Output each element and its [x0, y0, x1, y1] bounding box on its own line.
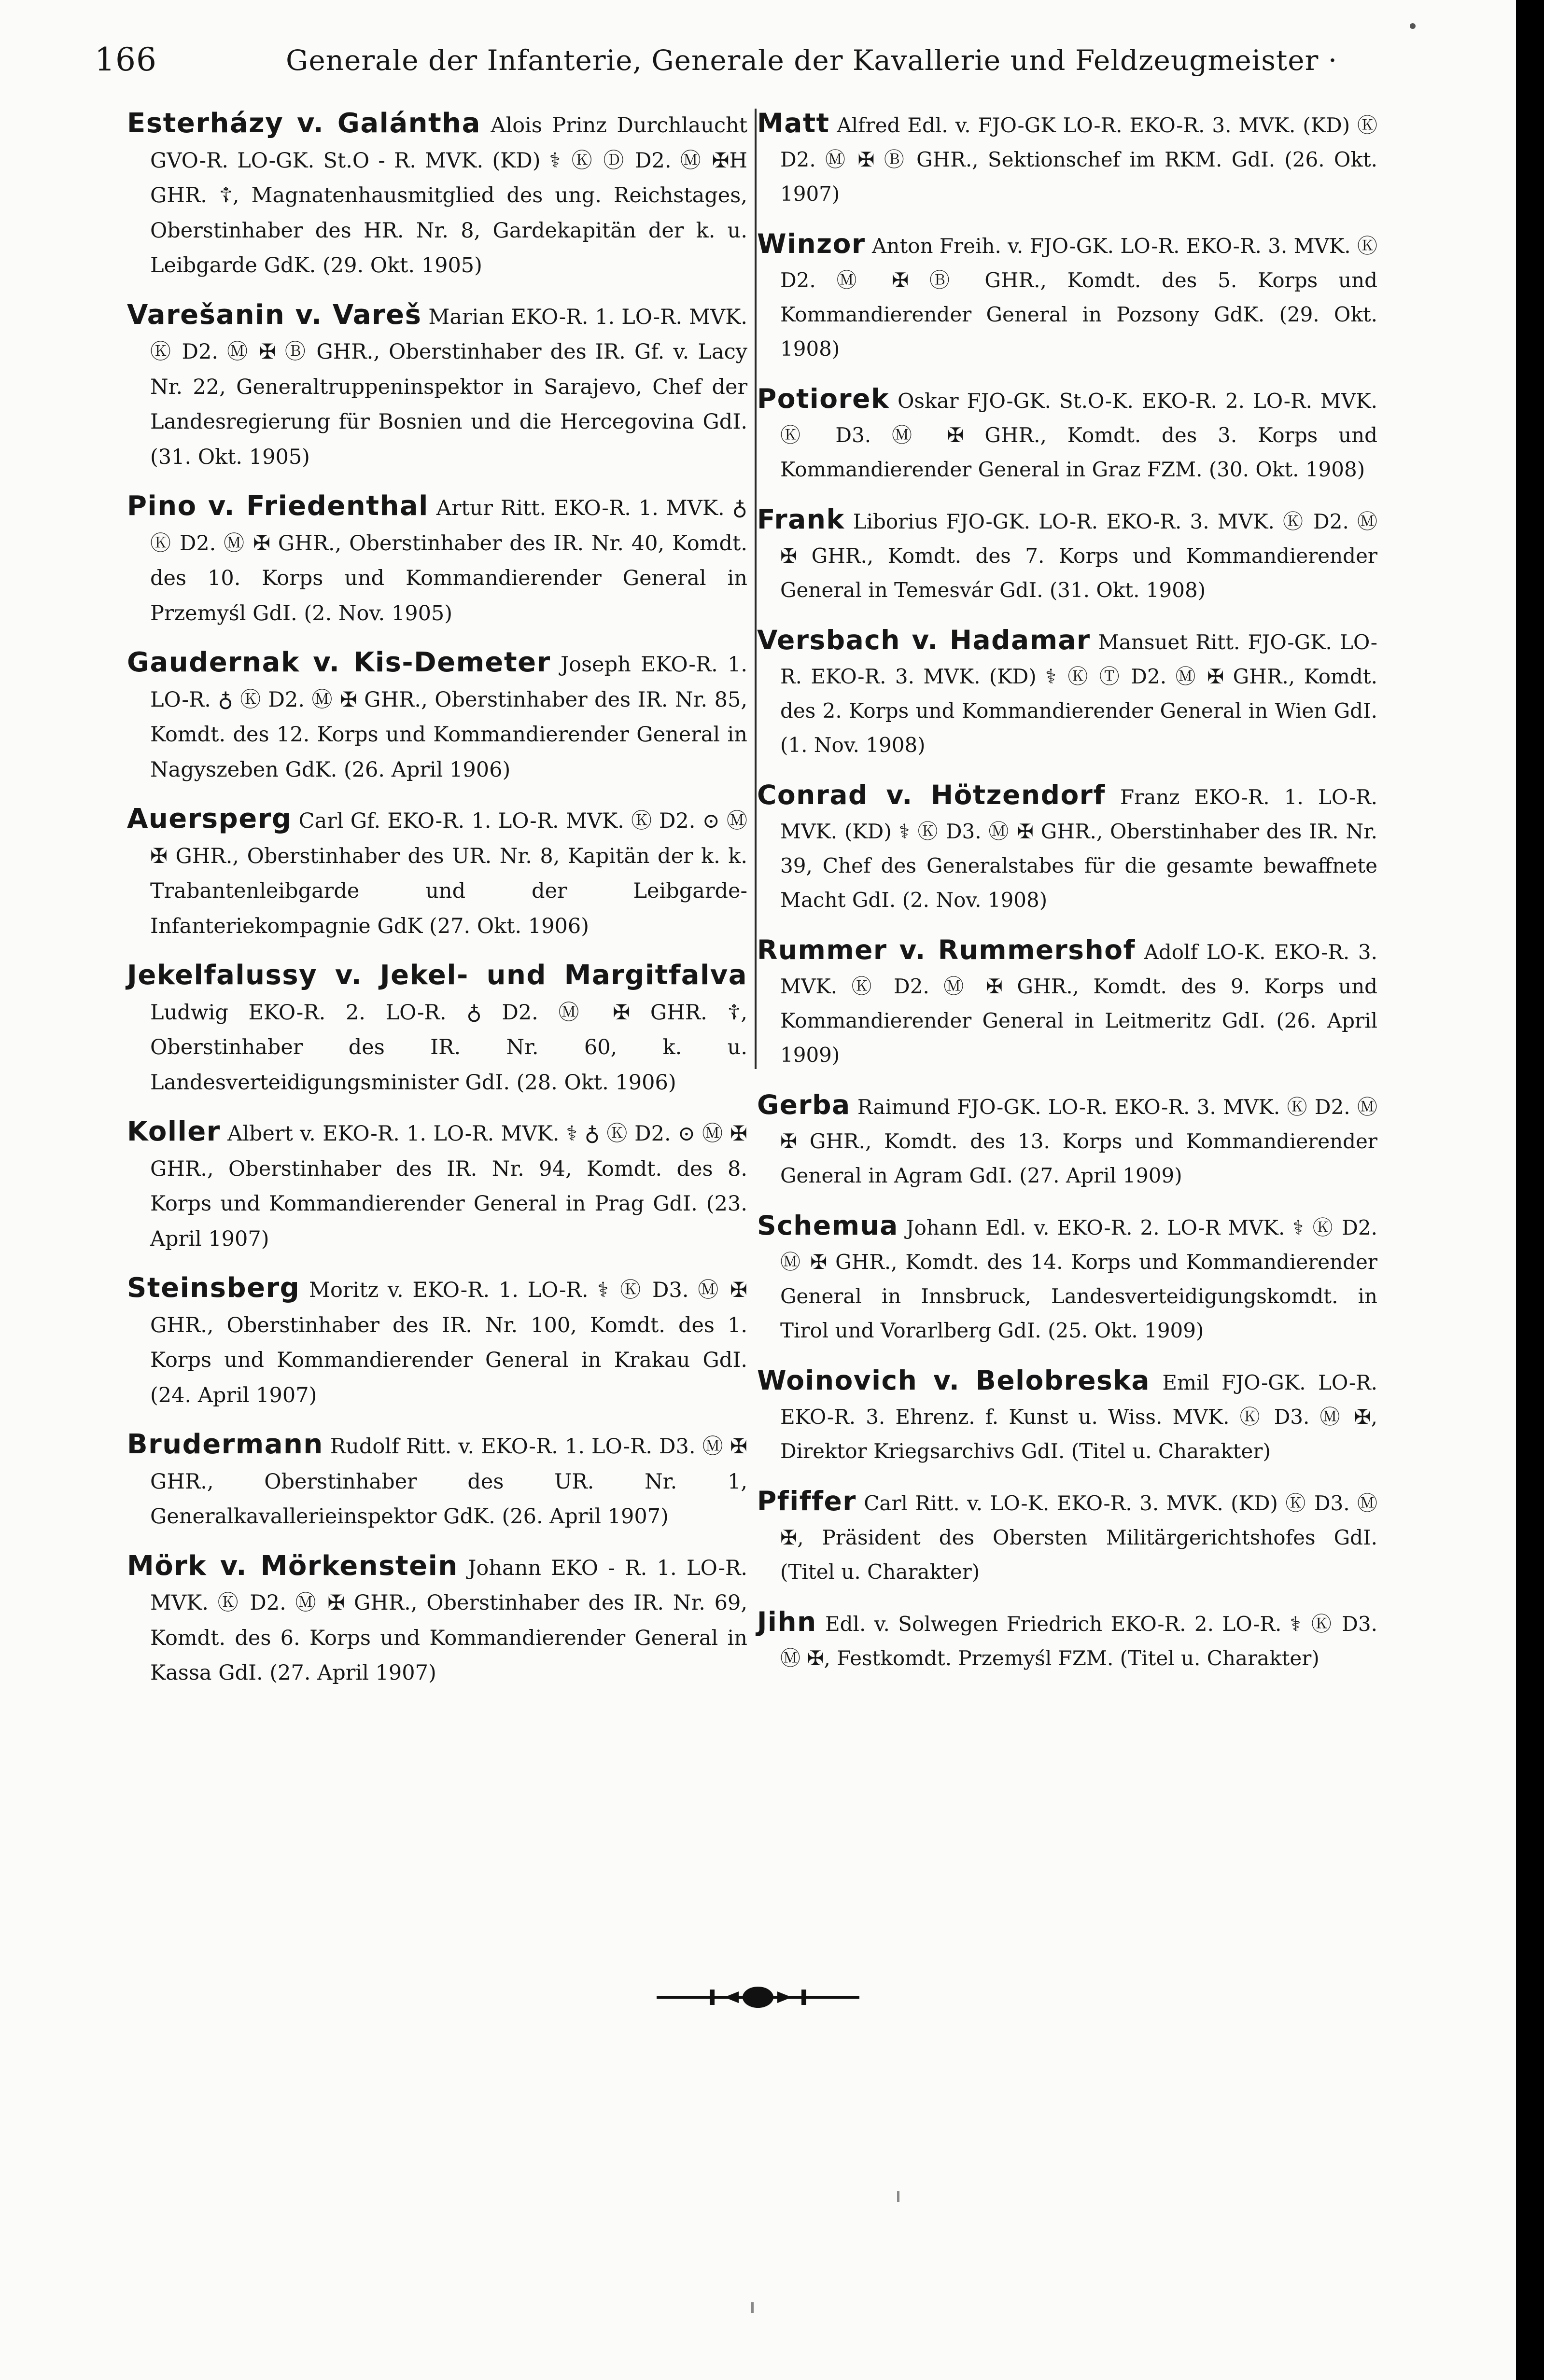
- list-entry: [757, 933, 1377, 1072]
- running-title: Generale der Infanterie, Generale der Kavallerie und Feldzeugmeister ·: [286, 44, 1338, 77]
- entry-name: Jekelfalussy v. Jekel- und Margitfalva: [127, 960, 747, 991]
- entry-name: Frank: [757, 504, 845, 535]
- entry-text: Anton Freih. v. FJO-GK. LO-R. EKO-R. 3. MVK. Ⓚ D2. Ⓜ ✠ Ⓑ GHR., Komdt. des 5. Korps und Kommandierender General in Pozsony GdK. (29. Okt. 1908): [780, 234, 1377, 361]
- list-entry: [127, 802, 747, 944]
- entry-text: Carl Gf. EKO-R. 1. LO-R. MVK. Ⓚ D2. ⊙ Ⓜ ✠ GHR., Oberstinhaber des UR. Nr. 8, Kapitän der k. k. Trabantenleibgarde und der Leibgarde-Infanteriekompagnie GdK (27. Okt. 1906): [150, 809, 747, 938]
- page-number: 166: [95, 41, 157, 78]
- right-column: [757, 106, 1377, 1691]
- entry-name: Esterházy v. Galántha: [127, 108, 481, 139]
- entry-text: Franz EKO-R. 1. LO-R. MVK. (KD) ⚕ Ⓚ D3. Ⓜ ✠ GHR., Oberstinhaber des IR. Nr. 39, Chef des Generalstabes für die gesamte bewaffnete Macht GdI. (2. Nov. 1908): [780, 785, 1377, 912]
- entry-text: Adolf LO-K. EKO-R. 3. MVK. Ⓚ D2. Ⓜ ✠ GHR., Komdt. des 9. Korps und Kommandierender General in Leitmeritz GdI. (26. April 1909): [780, 940, 1377, 1067]
- column-divider: [755, 109, 757, 1069]
- list-entry: [127, 489, 747, 631]
- list-entry: [757, 778, 1377, 917]
- entry-text: Albert v. EKO-R. 1. LO-R. MVK. ⚕ ♁ Ⓚ D2. ⊙ Ⓜ ✠ GHR., Oberstinhaber des IR. Nr. 94, Komdt. des 8. Korps und Kommandierender General in Prag GdI. (23. April 1907): [150, 1122, 748, 1251]
- entry-name: Steinsberg: [127, 1272, 300, 1304]
- entry-text: Joseph EKO-R. 1. LO-R. ♁ Ⓚ D2. Ⓜ ✠ GHR., Oberstinhaber des IR. Nr. 85, Komdt. des 12. Korps und Kommandierender General in Nagyszeben GdK. (26. April 1906): [150, 653, 748, 782]
- entry-name: Schemua: [757, 1210, 898, 1241]
- entry-name: Jihn: [757, 1606, 817, 1637]
- scan-dot: [1410, 23, 1416, 29]
- entry-text: Mansuet Ritt. FJO-GK. LO-R. EKO-R. 3. MVK. (KD) ⚕ Ⓚ Ⓣ D2. Ⓜ ✠ GHR., Komdt. des 2. Korps und Kommandierender General in Wien GdI. (1. Nov. 1908): [780, 630, 1377, 757]
- list-entry: [757, 1364, 1377, 1468]
- entry-text: Carl Ritt. v. LO-K. EKO-R. 3. MVK. (KD) Ⓚ D3. Ⓜ ✠, Präsident des Obersten Militärgerichtshofes GdI. (Titel u. Charakter): [780, 1491, 1377, 1584]
- entry-text: Rudolf Ritt. v. EKO-R. 1. LO-R. D3. Ⓜ ✠ GHR., Oberstinhaber des UR. Nr. 1, Generalkavallerieinspektor GdK. (26. April 1907): [150, 1434, 747, 1529]
- entry-name: Potiorek: [757, 383, 890, 414]
- entry-name: Pfiffer: [757, 1486, 856, 1517]
- list-entry: [757, 1209, 1377, 1348]
- left-column: [127, 106, 747, 1705]
- entry-text: Johann EKO - R. 1. LO-R. MVK. Ⓚ D2. Ⓜ ✠ GHR., Oberstinhaber des IR. Nr. 69, Komdt. des 6. Korps und Kommandierender General in Kassa GdI. (27. April 1907): [150, 1556, 748, 1685]
- list-entry: [757, 1605, 1377, 1675]
- list-entry: [757, 1484, 1377, 1589]
- entry-name: Versbach v. Hadamar: [757, 625, 1091, 655]
- scan-speck: [751, 2302, 754, 2313]
- list-entry: [757, 106, 1377, 211]
- list-entry: [757, 382, 1377, 487]
- entry-text: Artur Ritt. EKO-R. 1. MVK. ♁ Ⓚ D2. Ⓜ ✠ GHR., Oberstinhaber des IR. Nr. 40, Komdt. des 10. Korps und Kommandierender General in Przemyśl GdI. (2. Nov. 1905): [150, 496, 747, 626]
- ornament-rule-icon: [657, 1983, 859, 2012]
- list-entry: [757, 623, 1377, 762]
- entry-name: Pino v. Friedenthal: [127, 490, 429, 522]
- list-entry: [127, 1271, 747, 1413]
- scan-border: [1516, 0, 1544, 2380]
- entry-text: Alois Prinz Durchlaucht GVO-R. LO-GK. St.O - R. MVK. (KD) ⚕ Ⓚ Ⓓ D2. Ⓜ ✠H GHR. ☦, Magnatenhausmitglied des ung. Reichstages, Oberstinhaber des HR. Nr. 8, Gardekapitän der k. u. Leibgarde GdK. (29. Okt. 1905): [150, 113, 747, 278]
- list-entry: [127, 958, 747, 1100]
- list-entry: [127, 1427, 747, 1534]
- entry-text: Edl. v. Solwegen Friedrich EKO-R. 2. LO-R. ⚕ Ⓚ D3. Ⓜ ✠, Festkomdt. Przemyśl FZM. (Titel u. Charakter): [780, 1612, 1377, 1670]
- entry-name: Brudermann: [127, 1429, 323, 1460]
- list-entry: [127, 298, 747, 475]
- list-entry: [127, 1549, 747, 1691]
- entry-name: Mörk v. Mörkenstein: [127, 1550, 458, 1582]
- scan-speck: [897, 2191, 899, 2202]
- list-entry: [757, 1088, 1377, 1193]
- list-entry: [757, 502, 1377, 607]
- list-entry: [127, 1114, 747, 1256]
- entry-name: Koller: [127, 1116, 221, 1147]
- entry-text: Oskar FJO-GK. St.O-K. EKO-R. 2. LO-R. MVK. Ⓚ D3. Ⓜ ✠ GHR., Komdt. des 3. Korps und Kommandierender General in Graz FZM. (30. Okt. 1908): [780, 389, 1377, 481]
- entry-name: Auersperg: [127, 803, 292, 835]
- list-entry: [127, 106, 747, 283]
- entry-text: Raimund FJO-GK. LO-R. EKO-R. 3. MVK. Ⓚ D2. Ⓜ ✠ GHR., Komdt. des 13. Korps und Kommandierender General in Agram GdI. (27. April 1909): [780, 1095, 1377, 1187]
- entry-name: Rummer v. Rummershof: [757, 934, 1136, 965]
- list-entry: [127, 645, 747, 787]
- entry-name: Gaudernak v. Kis-Demeter: [127, 647, 551, 678]
- entry-name: Woinovich v. Belobreska: [757, 1365, 1150, 1396]
- page-header: [95, 41, 1437, 94]
- entry-name: Gerba: [757, 1089, 851, 1120]
- entry-text: Liborius FJO-GK. LO-R. EKO-R. 3. MVK. Ⓚ D2. Ⓜ ✠ GHR., Komdt. des 7. Korps und Kommandierender General in Temesvár GdI. (31. Okt. 1908): [780, 510, 1377, 602]
- entry-name: Matt: [757, 108, 830, 139]
- entry-text: Moritz v. EKO-R. 1. LO-R. ⚕ Ⓚ D3. Ⓜ ✠ GHR., Oberstinhaber des IR. Nr. 100, Komdt. des 1. Korps und Kommandierender General in Krakau GdI. (24. April 1907): [150, 1278, 748, 1407]
- entry-text: Alfred Edl. v. FJO-GK LO-R. EKO-R. 3. MVK. (KD) Ⓚ D2. Ⓜ ✠ Ⓑ GHR., Sektionschef im RKM. GdI. (26. Okt. 1907): [780, 113, 1377, 206]
- list-entry: [757, 227, 1377, 366]
- entry-text: Emil FJO-GK. LO-R. EKO-R. 3. Ehrenz. f. Kunst u. Wiss. MVK. Ⓚ D3. Ⓜ ✠, Direktor Kriegsarchivs GdI. (Titel u. Charakter): [780, 1371, 1378, 1463]
- entry-text: Ludwig EKO-R. 2. LO-R. ♁ D2. Ⓜ ✠ GHR. ☦, Oberstinhaber des IR. Nr. 60, k. u. Landesverteidigungsminister GdI. (28. Okt. 1906): [150, 1000, 747, 1095]
- entry-text: Johann Edl. v. EKO-R. 2. LO-R MVK. ⚕ Ⓚ D2. Ⓜ ✠ GHR., Komdt. des 14. Korps und Kommandierender General in Innsbruck, Landesverteidigungskomdt. in Tirol und Vorarlberg GdI. (25. Okt. 1909): [780, 1216, 1377, 1342]
- entry-text: Marian EKO-R. 1. LO-R. MVK. Ⓚ D2. Ⓜ ✠ Ⓑ GHR., Oberstinhaber des IR. Gf. v. Lacy Nr. 22, Generaltruppeninspektor in Sarajevo, Chef der Landesregierung für Bosnien und die Hercegovina GdI. (31. Okt. 1905): [150, 305, 748, 469]
- entry-name: Varešanin v. Vareš: [127, 299, 422, 331]
- entry-name: Winzor: [757, 228, 866, 259]
- entry-name: Conrad v. Hötzendorf: [757, 779, 1106, 810]
